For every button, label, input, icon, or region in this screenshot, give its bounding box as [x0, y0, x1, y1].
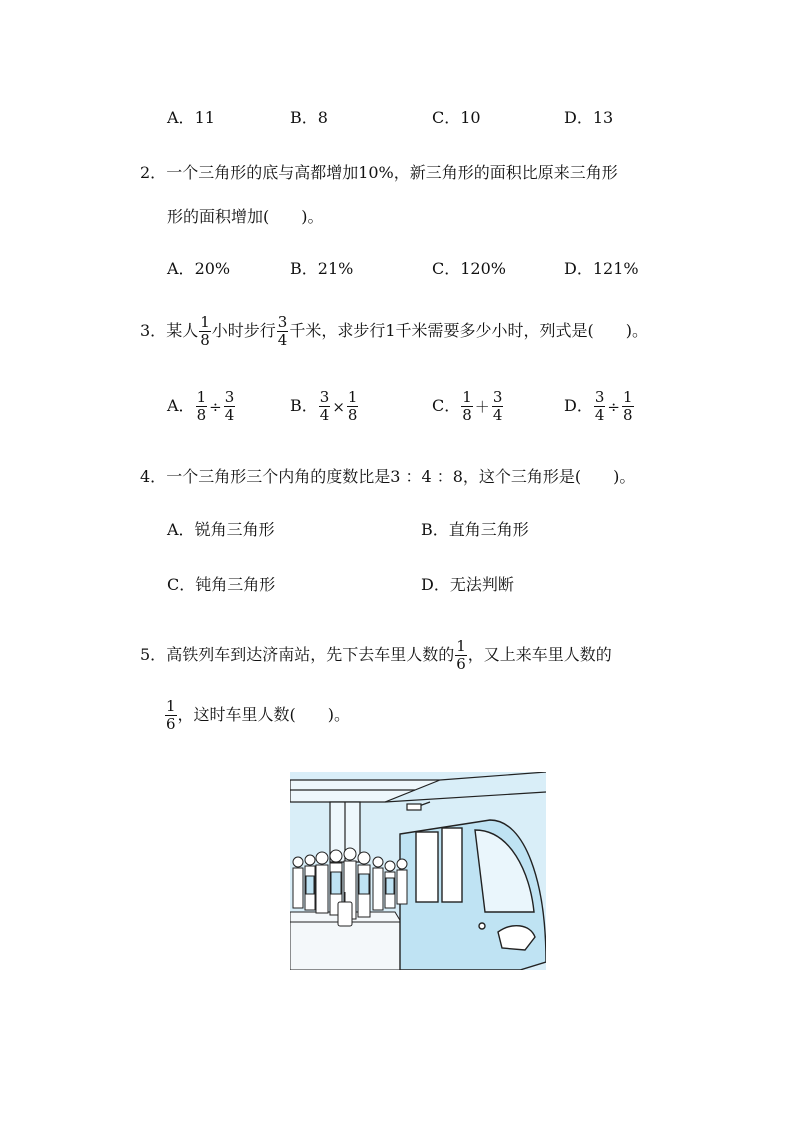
q3-stem: 3．某人 $\frac{1}{8}$ 小时步行 $\frac{3}{4}$ 千米，求步行1千米需要多少小时，列式是( )。 [140, 313, 648, 349]
q2-option-c: C．120% [432, 259, 506, 278]
q2-option-d: D．121% [564, 259, 639, 278]
q3-option-a: A． $\frac{1}{8}$ ÷ $\frac{3}{4}$ [167, 388, 235, 424]
q4-stem: 4．一个三角形三个内角的度数比是3 ：4 ：8，这个三角形是( )。 [140, 467, 636, 486]
q3-fraction-3-4: $\frac{3}{4}$ [277, 313, 288, 349]
q1-option-a: A．11 [167, 108, 215, 127]
q3-option-c: C． $\frac{1}{8}$ ＋ $\frac{3}{4}$ [432, 388, 503, 424]
suitcase [338, 902, 352, 926]
q4-option-d: D．无法判断 [421, 575, 514, 594]
q5-fraction-1: $\frac{1}{6}$ [456, 637, 466, 673]
q1-option-c: C．10 [432, 108, 481, 127]
q2-option-b: B．21% [290, 259, 354, 278]
q4-option-a: A．锐角三角形 [167, 520, 275, 539]
q2-option-a: A．20% [167, 259, 231, 278]
q3-fraction-1-8: $\frac{1}{8}$ [200, 313, 210, 349]
q2-line1: 2．一个三角形的底与高都增加10%，新三角形的面积比原来三角形 [140, 163, 618, 182]
q1-option-d: D．13 [564, 108, 614, 127]
q3-option-d: D． $\frac{3}{4}$ ÷ $\frac{1}{8}$ [564, 388, 633, 424]
q4-option-b: B．直角三角形 [421, 520, 529, 539]
q5-line1: 5．高铁列车到达济南站，先下去车里人数的 $\frac{1}{6}$ ，又上来车里人数的 [140, 637, 612, 673]
q5-line2: $\frac{1}{6}$ ，这时车里人数( )。 [166, 697, 351, 733]
q3-option-b: B． $\frac{3}{4}$ × $\frac{1}{8}$ [290, 388, 358, 424]
q4-option-c: C．钝角三角形 [167, 575, 276, 594]
q1-option-b: B．8 [290, 108, 328, 127]
q2-line2: 形的面积增加( )。 [167, 207, 324, 226]
train-station-illustration [290, 772, 546, 970]
q5-fraction-2: $\frac{1}{6}$ [166, 697, 176, 733]
